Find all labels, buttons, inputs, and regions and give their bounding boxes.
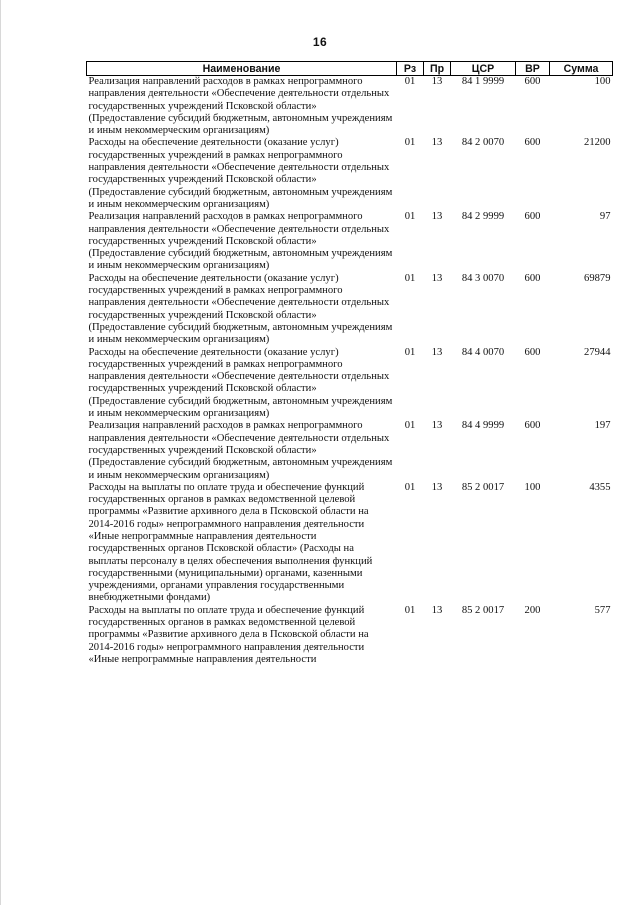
cell-name: Расходы на выплаты по оплате труда и обеспечение функций государственных органов в рамках ведомственной целевой программы «Развитие архивного дела в Псковской области на 2014-2016 годы» непрограммного направления деятельности «Иные непрограммные направления деятельности государственных органов Псковской области» (Расходы на выплаты персоналу в целях обеспечения выполнения функций государственными (муниципальными) органами, казенными учреждениями, органами управления государственными внебюджетными фондами) <box>88 481 373 604</box>
cell-pr: 13 <box>431 211 443 223</box>
cell-csr: 84 2 9999 <box>461 211 505 223</box>
cell-csr: 84 4 0070 <box>461 346 505 358</box>
cell-name: Расходы на выплаты по оплате труда и обеспечение функций государственных органов в рамках ведомственной целевой программы «Развитие архивного дела в Псковской области на 2014-2016 годы» непрограммного направления деятельности «Иные непрограммные направления деятельности <box>88 604 369 665</box>
table-header-row <box>87 62 613 76</box>
cell-vr: 100 <box>524 481 541 493</box>
table-row <box>87 211 613 272</box>
cell-vr: 600 <box>524 76 541 87</box>
table-row <box>87 76 613 138</box>
cell-csr: 84 1 9999 <box>461 76 505 87</box>
cell-sum: 69879 <box>584 272 611 284</box>
cell-pr: 13 <box>431 420 443 432</box>
budget-table <box>86 61 613 666</box>
cell-sum: 197 <box>594 420 611 432</box>
cell-name: Расходы на обеспечение деятельности (оказание услуг) государственных учреждений в рамках непрограммного направления деятельности «Обеспечение деятельности отдельных государственных учреждений Псковской области» (Предоставление субсидий бюджетным, автономным учреждениям и иным некоммерческим организациям) <box>88 346 393 420</box>
table-row <box>87 605 613 666</box>
header-vr: ВР <box>516 62 550 76</box>
cell-sum: 4355 <box>589 481 611 493</box>
cell-sum: 21200 <box>584 137 611 149</box>
cell-pr: 13 <box>431 76 443 87</box>
cell-pr: 13 <box>431 346 443 358</box>
header-name: Наименование <box>87 62 397 76</box>
cell-vr: 200 <box>524 604 541 616</box>
cell-pr: 13 <box>431 604 443 616</box>
cell-name: Расходы на обеспечение деятельности (оказание услуг) государственных учреждений в рамках непрограммного направления деятельности «Обеспечение деятельности отдельных государственных учреждений Псковской области» (Предоставление субсидий бюджетным, автономным учреждениям и иным некоммерческим организациям) <box>88 272 393 346</box>
table-row <box>87 347 613 421</box>
cell-sum: 577 <box>594 604 611 616</box>
cell-rz: 01 <box>404 346 416 358</box>
cell-pr: 13 <box>431 272 443 284</box>
cell-vr: 600 <box>524 346 541 358</box>
cell-name: Реализация направлений расходов в рамках непрограммного направления деятельности «Обеспечение деятельности отдельных государственных учреждений Псковской области» (Предоставление субсидий бюджетным, автономным учреждениям и иным некоммерческим организациям) <box>88 211 393 272</box>
page-number: 16 <box>312 35 328 49</box>
cell-csr: 85 2 0017 <box>461 604 505 616</box>
cell-vr: 600 <box>524 272 541 284</box>
cell-rz: 01 <box>404 604 416 616</box>
cell-vr: 600 <box>524 420 541 432</box>
cell-pr: 13 <box>431 481 443 493</box>
table-row <box>87 137 613 211</box>
cell-rz: 01 <box>404 211 416 223</box>
header-rz: Рз <box>397 62 424 76</box>
cell-csr: 84 3 0070 <box>461 272 505 284</box>
cell-rz: 01 <box>404 272 416 284</box>
cell-sum: 97 <box>599 211 611 223</box>
cell-rz: 01 <box>404 481 416 493</box>
cell-sum: 100 <box>594 76 611 87</box>
cell-name: Реализация направлений расходов в рамках непрограммного направления деятельности «Обеспечение деятельности отдельных государственных учреждений Псковской области» (Предоставление субсидий бюджетным, автономным учреждениям и иным некоммерческим организациям) <box>88 420 393 481</box>
table-row <box>87 482 613 605</box>
table-row <box>87 420 613 481</box>
cell-rz: 01 <box>404 137 416 149</box>
cell-name: Расходы на обеспечение деятельности (оказание услуг) государственных учреждений в рамках непрограммного направления деятельности «Обеспечение деятельности отдельных государственных учреждений Псковской области» (Предоставление субсидий бюджетным, автономным учреждениям и иным некоммерческим организациям) <box>88 137 393 210</box>
cell-vr: 600 <box>524 211 541 223</box>
header-pr: Пр <box>424 62 451 76</box>
cell-rz: 01 <box>404 420 416 432</box>
cell-name: Реализация направлений расходов в рамках непрограммного направления деятельности «Обеспечение деятельности отдельных государственных учреждений Псковской области» (Предоставление субсидий бюджетным, автономным учреждениям и иным некоммерческим организациям) <box>88 76 393 137</box>
table-row <box>87 273 613 347</box>
scan-edge-line <box>0 0 1 905</box>
header-csr: ЦСР <box>451 62 516 76</box>
cell-sum: 27944 <box>584 346 611 358</box>
cell-csr: 85 2 0017 <box>461 481 505 493</box>
cell-csr: 84 4 9999 <box>461 420 505 432</box>
cell-vr: 600 <box>524 137 541 149</box>
cell-pr: 13 <box>431 137 443 149</box>
cell-rz: 01 <box>404 76 416 87</box>
header-sum: Сумма <box>550 62 613 76</box>
cell-csr: 84 2 0070 <box>461 137 505 149</box>
